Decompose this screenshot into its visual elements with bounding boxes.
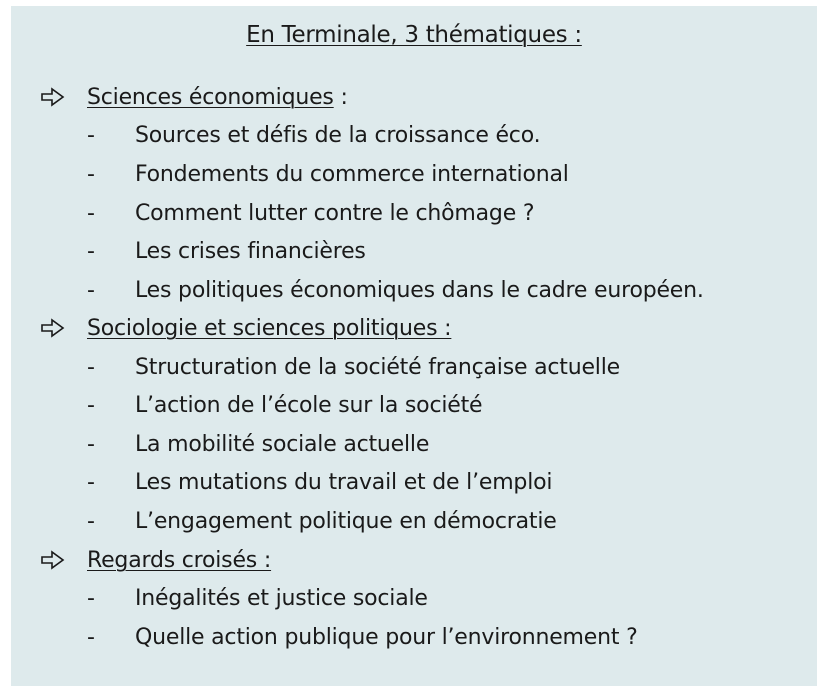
list-item-text: Quelle action publique pour l’environnement ? (135, 625, 638, 650)
list-item-text: Comment lutter contre le chômage ? (135, 201, 535, 226)
dash-bullet: - (87, 432, 95, 457)
dash-bullet: - (87, 162, 95, 187)
dash-bullet: - (87, 509, 95, 534)
list-item-text: Inégalités et justice sociale (135, 586, 428, 611)
dash-bullet: - (87, 278, 95, 303)
dash-bullet: - (87, 201, 95, 226)
list-item-text: Les politiques économiques dans le cadre européen. (135, 278, 704, 303)
list-item-text: Sources et défis de la croissance éco. (135, 123, 541, 148)
dash-bullet: - (87, 470, 95, 495)
list-item-text: Fondements du commerce international (135, 162, 569, 187)
dash-bullet: - (87, 393, 95, 418)
list-item-text: L’engagement politique en démocratie (135, 509, 557, 534)
section-label: Sciences économiques : (87, 85, 348, 110)
dash-bullet: - (87, 586, 95, 611)
list-item-text: L’action de l’école sur la société (135, 393, 483, 418)
list-item-text: Les mutations du travail et de l’emploi (135, 470, 553, 495)
list-item-text: Structuration de la société française actuelle (135, 355, 620, 380)
section-label: Regards croisés : (87, 548, 272, 573)
dash-bullet: - (87, 625, 95, 650)
right-arrow-outline-icon (39, 84, 67, 112)
content-panel (11, 6, 817, 686)
right-arrow-outline-icon (39, 547, 67, 575)
page-title: En Terminale, 3 thématiques : (246, 22, 582, 48)
list-item-text: Les crises financières (135, 239, 366, 264)
list-item-text: La mobilité sociale actuelle (135, 432, 430, 457)
dash-bullet: - (87, 123, 95, 148)
dash-bullet: - (87, 355, 95, 380)
section-label: Sociologie et sciences politiques : (87, 316, 452, 341)
dash-bullet: - (87, 239, 95, 264)
right-arrow-outline-icon (39, 315, 67, 343)
